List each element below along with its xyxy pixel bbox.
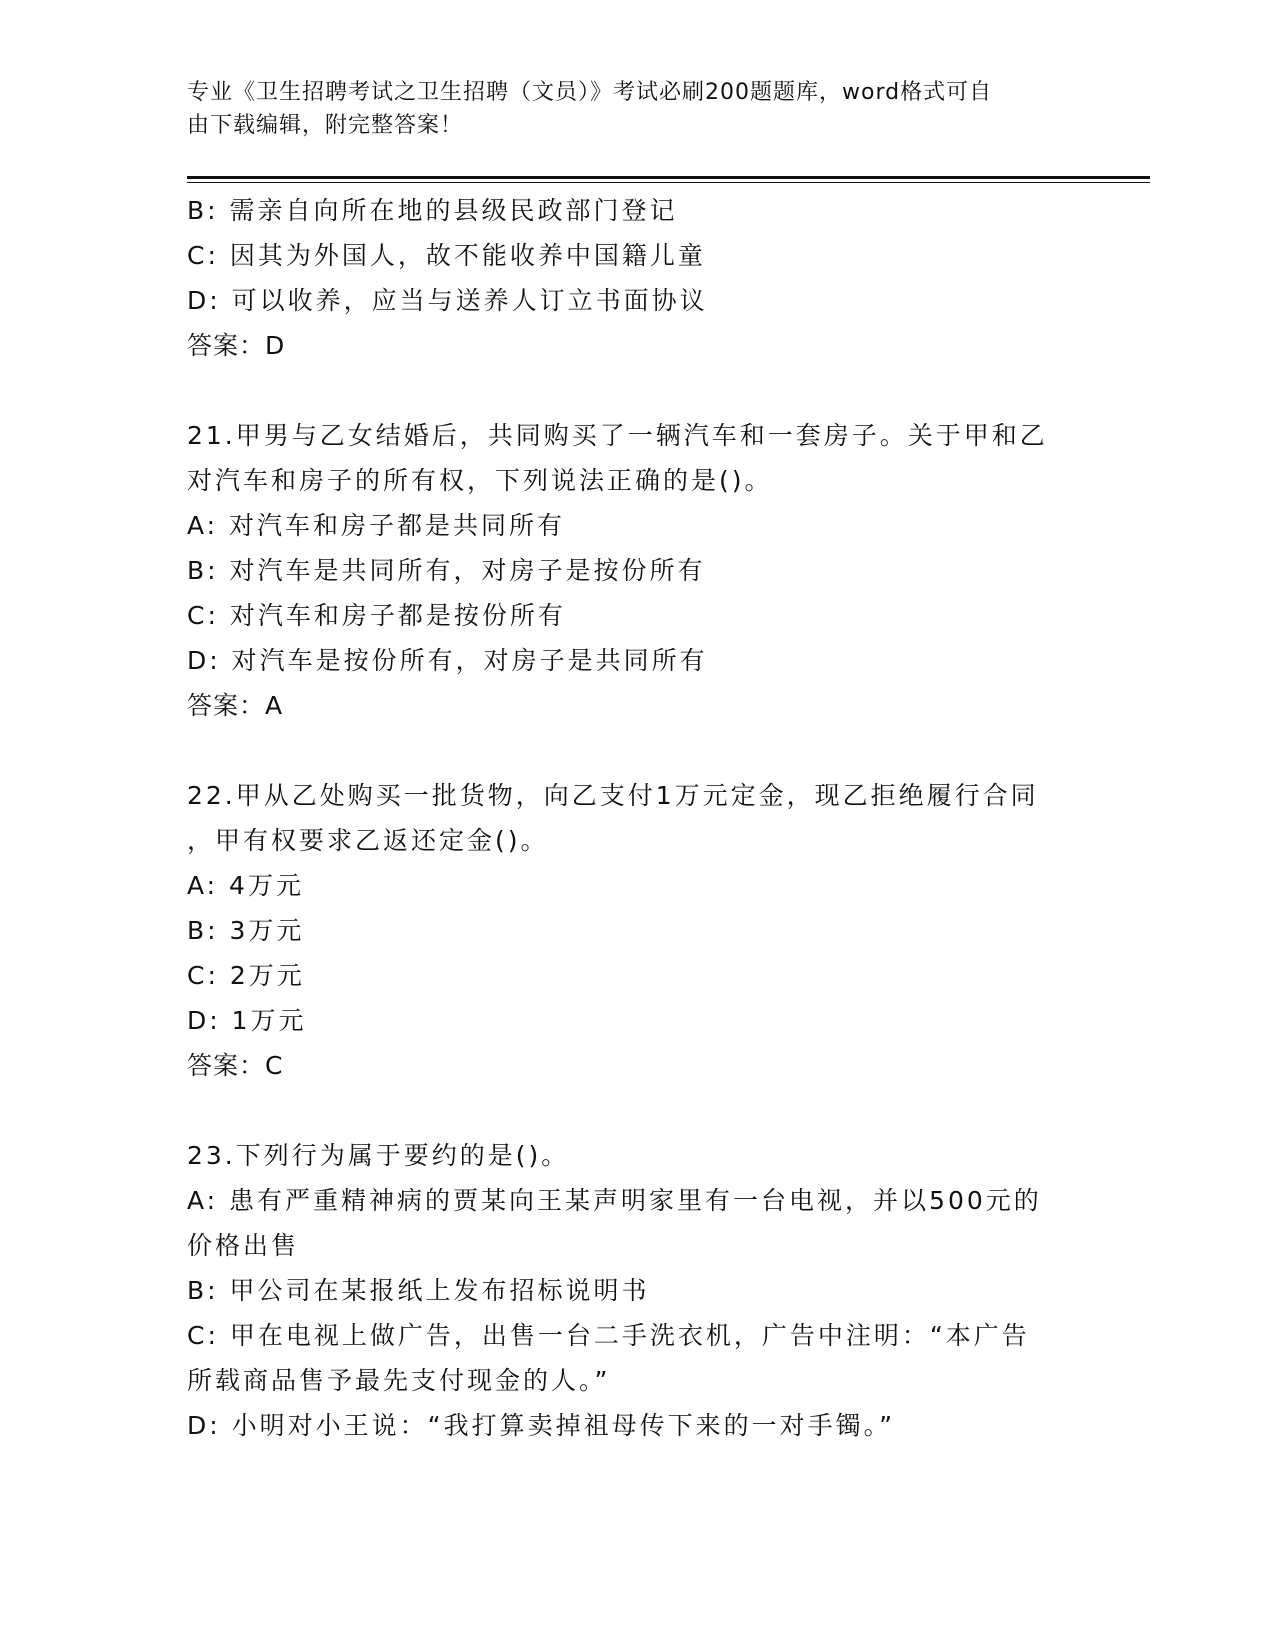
- question-stem: 23.下列行为属于要约的是()。: [187, 1141, 570, 1170]
- answer-line: 答案：A: [187, 691, 284, 720]
- question-21: [187, 413, 1067, 728]
- spacer: [187, 728, 1067, 773]
- header-divider-thin: [187, 182, 1150, 183]
- question-stem: 21.甲男与乙女结婚后，共同购买了一辆汽车和一套房子。关于甲和乙: [187, 421, 1048, 450]
- option-line: B: 需亲自向所在地的县级民政部门登记: [187, 196, 678, 225]
- question-content: [187, 188, 1067, 1448]
- question-stem: ，甲有权要求乙返还定金()。: [187, 826, 549, 855]
- spacer: [187, 1088, 1067, 1133]
- option-line-continued: 所载商品售予最先支付现金的人。”: [187, 1366, 611, 1395]
- header-divider-thick: [187, 176, 1150, 179]
- page-header: [187, 76, 1067, 142]
- question-20-continuation: [187, 188, 1067, 368]
- option-line: C: 因其为外国人，故不能收养中国籍儿童: [187, 241, 706, 270]
- option-line: D: 可以收养，应当与送养人订立书面协议: [187, 286, 708, 315]
- option-line: C: 对汽车和房子都是按份所有: [187, 601, 566, 630]
- answer-line: 答案：D: [187, 331, 286, 360]
- question-22: [187, 773, 1067, 1088]
- option-line: B: 对汽车是共同所有，对房子是按份所有: [187, 556, 706, 585]
- option-line: A: 对汽车和房子都是共同所有: [187, 511, 566, 540]
- option-line: C: 2万元: [187, 961, 305, 990]
- question-stem: 对汽车和房子的所有权，下列说法正确的是()。: [187, 466, 773, 495]
- header-line-1: 专业《卫生招聘考试之卫生招聘（文员）》考试必刷200题题库，word格式可自: [187, 80, 993, 105]
- option-line-continued: 价格出售: [187, 1231, 300, 1260]
- answer-line: 答案：C: [187, 1051, 284, 1080]
- option-line: B: 甲公司在某报纸上发布招标说明书: [187, 1276, 650, 1305]
- option-line: C: 甲在电视上做广告，出售一台二手洗衣机，广告中注明：“本广告: [187, 1321, 1030, 1350]
- option-line: D: 1万元: [187, 1006, 307, 1035]
- option-line: D: 对汽车是按份所有，对房子是共同所有: [187, 646, 708, 675]
- option-line: A: 患有严重精神病的贾某向王某声明家里有一台电视，并以500元的: [187, 1186, 1042, 1215]
- header-line-2: 由下载编辑，附完整答案！: [187, 113, 464, 138]
- question-stem: 22.甲从乙处购买一批货物，向乙支付1万元定金，现乙拒绝履行合同: [187, 781, 1039, 810]
- option-line: A: 4万元: [187, 871, 304, 900]
- question-23: [187, 1133, 1067, 1448]
- option-line: D: 小明对小王说：“我打算卖掉祖母传下来的一对手镯。”: [187, 1411, 896, 1440]
- option-line: B: 3万元: [187, 916, 305, 945]
- spacer: [187, 368, 1067, 413]
